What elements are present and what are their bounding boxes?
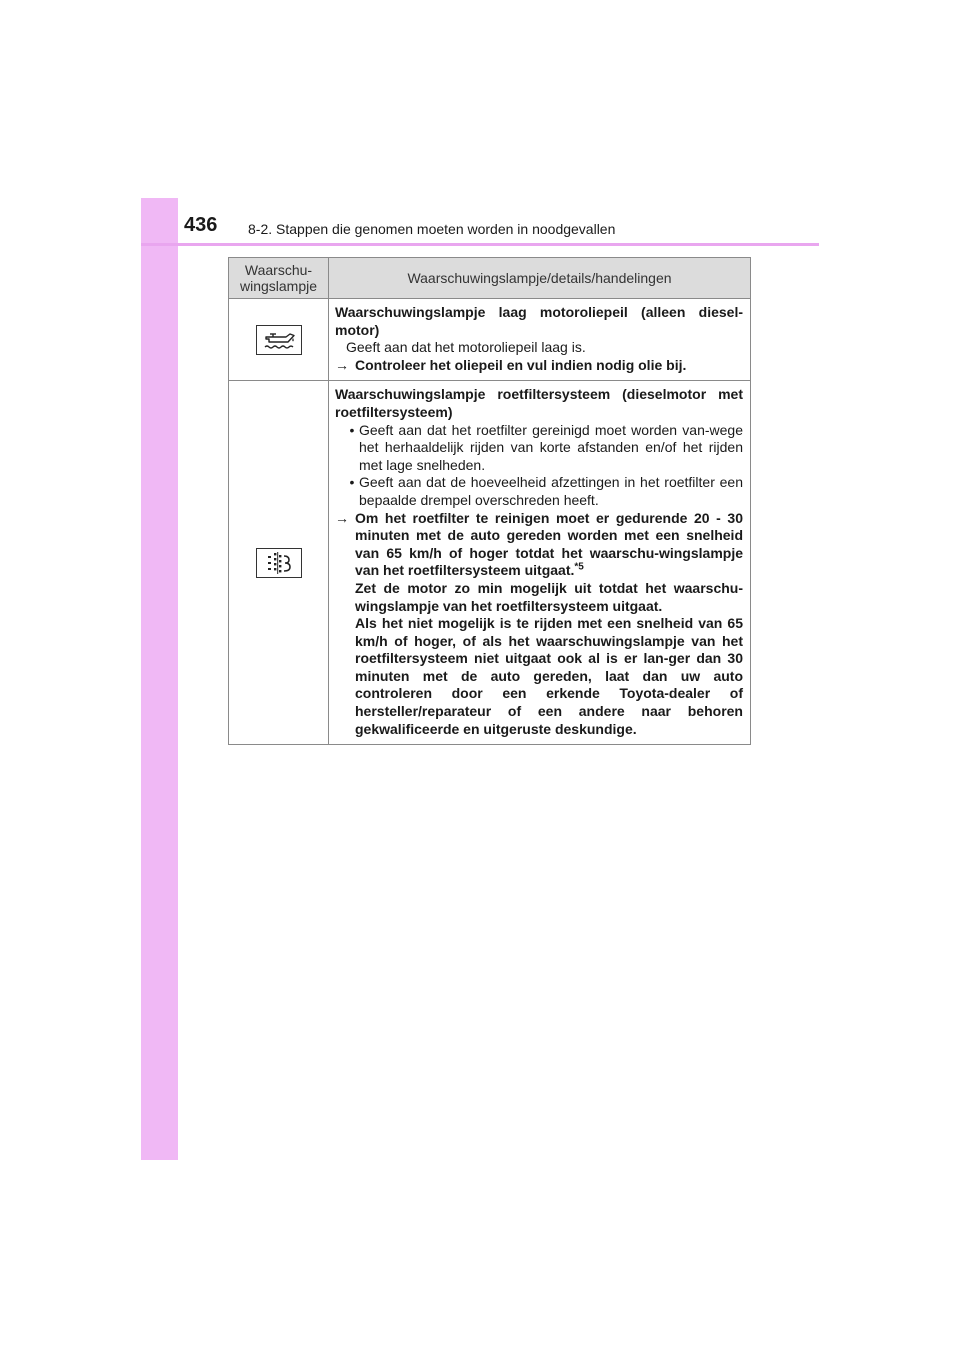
- action-paragraph: Als het niet mogelijk is te rijden met een snelheid van 65 km/h of hoger, of als het waarschuwingslampje van het roetfiltersysteem niet uitgaat ook al is er lan-ger dan 30 minuten met de auto gereden, laat dan uw auto controleren door een erkende Toyota-dealer of hersteller/reparateur of een andere naar behoren gekwalificeerde en uitgeruste deskundige.: [355, 615, 743, 737]
- page-number: 436: [184, 214, 218, 236]
- action-instruction: [335, 510, 743, 739]
- column-header-details: Waarschuwingslampje/details/handelingen: [329, 258, 751, 299]
- list-item: [345, 422, 743, 475]
- warning-title: Waarschuwingslampje laag motoroliepeil (alleen diesel-motor): [335, 304, 743, 338]
- table-row: [229, 299, 751, 381]
- details-cell: [329, 381, 751, 745]
- warning-lights-table: [228, 257, 751, 745]
- table-row: [229, 381, 751, 745]
- dpf-warning-icon: [256, 548, 302, 578]
- oil-level-warning-icon: [256, 325, 302, 355]
- icon-cell: [229, 381, 329, 745]
- action-paragraph: Zet de motor zo min mogelijk uit totdat het waarschu-wingslampje van het roetfiltersysteem uitgaat.: [355, 579, 743, 614]
- icon-cell: [229, 299, 329, 381]
- arrow-icon: →: [335, 356, 349, 373]
- bullet-icon: •: [349, 421, 355, 438]
- action-instruction: [335, 357, 743, 375]
- column-header-light-text: Waarschu- wingslampje: [239, 262, 318, 294]
- action-text-block: [355, 510, 743, 739]
- bullet-text: Geeft aan dat de hoeveelheid afzettingen in het roetfilter een bepaalde drempel overschreden heeft.: [359, 474, 743, 508]
- section-title: 8-2. Stappen die genomen moeten worden in noodgevallen: [248, 221, 616, 237]
- action-paragraph: [355, 510, 743, 580]
- arrow-icon: →: [335, 509, 349, 526]
- warning-title: Waarschuwingslampje roetfiltersysteem (dieselmotor met roetfiltersysteem): [335, 386, 743, 420]
- column-header-light: [229, 258, 329, 299]
- bullet-text: Geeft aan dat het roetfilter gereinigd moet worden van-wege het herhaaldelijk rijden van korte afstanden en/of het rijden met lage snelheden.: [359, 421, 743, 473]
- bullet-icon: •: [349, 474, 355, 491]
- list-item: [345, 474, 743, 509]
- details-cell: [329, 299, 751, 381]
- bullet-list: [335, 422, 743, 510]
- side-color-band: [141, 198, 178, 1160]
- header-rule: [141, 243, 819, 246]
- action-text: Controleer het oliepeil en vul indien nodig olie bij.: [355, 356, 687, 373]
- warning-description: Geeft aan dat het motoroliepeil laag is.: [346, 339, 586, 356]
- footnote-mark: *5: [574, 561, 584, 573]
- action-paragraph-text: Om het roetfilter te reinigen moet er gedurende 20 - 30 minuten met de auto gereden worden met een snelheid van 65 km/h of hoger totdat het waarschu-wingslampje van het roetfiltersysteem uitgaat.: [355, 509, 743, 579]
- table-header-row: [229, 258, 751, 299]
